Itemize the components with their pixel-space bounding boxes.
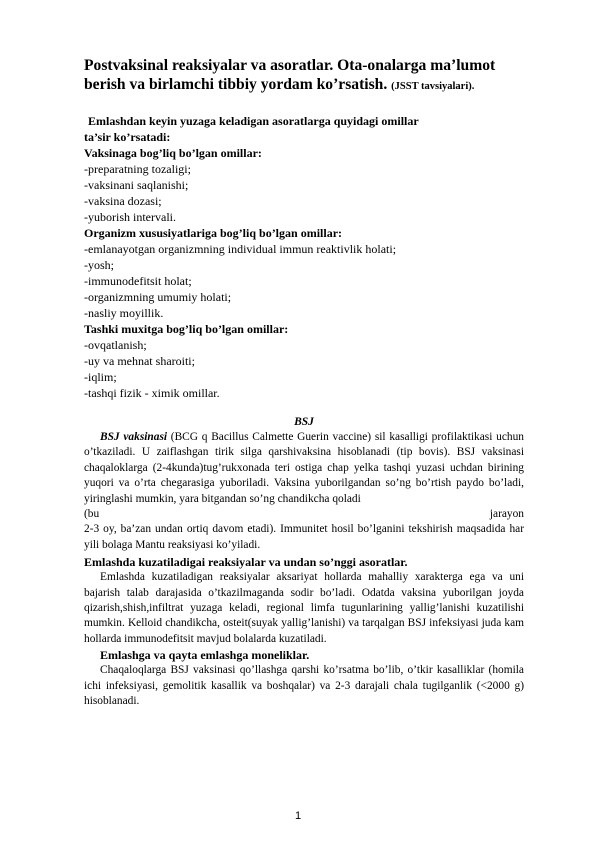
intro-line-2: ta’sir ko’rsatadi:: [84, 130, 171, 144]
intro-line-1: Emlashdan keyin yuzaga keladigan asoratlarga quyidagi omillar: [88, 114, 419, 128]
list-item: -preparatning tozaligi;: [84, 162, 191, 176]
list-item: -ovqatlanish;: [84, 338, 147, 352]
list-item: -organizmning umumiy holati;: [84, 290, 232, 304]
list-item: -uy va mehnat sharoiti;: [84, 354, 195, 368]
list-item: -vaksinani saqlanishi;: [84, 178, 189, 192]
title-suffix: (JSST tavsiyalari).: [391, 81, 475, 92]
bsj-paragraph-text: (BCG q Bacillus Calmette Guerin vaccine) sil kasalligi profilaktikasi uchun o’tkaziladi. U zaiflashgan tirik silga qarshivaksina hisoblanadi (tip bovis). BSJ vaksinasi chaqaloklarga (2-4kunda)tug’rukxonada teri ostiga chap yelka tashqi yuzasi uchdan birining yuqori va o’rta chegarasiga yuboriladi. Vaksina yuborilgandan so’ng bo’rtish paydo bo’ladi, yiringlashi mumkin, yara bitgandan so’ng chandikcha qoladi: [84, 431, 524, 505]
list-item: -iqlim;: [84, 370, 117, 384]
page-number: 1: [294, 810, 302, 822]
document-title: [84, 56, 524, 96]
list-item: -emlanayotgan organizmning individual immun reaktivlik holati;: [84, 242, 397, 256]
bsj-split-left: (bu: [84, 508, 100, 521]
organism-factors-heading: Organizm xususiyatlariga bog’liq bo’lgan omillar:: [84, 226, 343, 240]
document-page: [84, 56, 524, 710]
bsj-paragraph-tail: 2-3 oy, ba’zan undan ortiq davom etadi). Immunitet hosil bo’lganini tekshirish maqsadida har yili bolaga Mantu reaksiyasi ko’yiladi.: [84, 523, 524, 551]
vaccine-factors-heading: Vaksinaga bog’liq bo’lgan omillar:: [84, 146, 262, 160]
list-item: -immunodefitsit holat;: [84, 274, 192, 288]
reactions-heading: Emlashda kuzatiladigai reaksiyalar va undan so’nggi asoratlar.: [84, 555, 408, 570]
bsj-split-right: jarayon: [489, 508, 524, 521]
contraindications-paragraph: Chaqaloqlarga BSJ vaksinasi qo’llashga qarshi ko’rsatma bo’lib, o’tkir kasalliklar (homila ichi infeksiyasi, gemolitik kasallik va boshqalar) va 2-3 darajali chala tugilganlik (<2000 g) hisoblanadi.: [84, 664, 524, 708]
list-item: -yuborish intervali.: [84, 210, 176, 224]
list-item: -yosh;: [84, 258, 114, 272]
title-line-2-text: berish va birlamchi tibbiy yordam ko’rsatish.: [84, 76, 388, 93]
external-factors-heading: Tashki muxitga bog’liq bo’lgan omillar:: [84, 322, 289, 336]
bsj-split-line: [84, 507, 524, 522]
contraindications-heading: Emlashga va qayta emlashga moneliklar.: [100, 648, 310, 663]
reactions-paragraph: Emlashda kuzatiladigan reaksiyalar aksariyat hollarda mahalliy xarakterga ega va uni bajarish talab darajasida o’tkazilmaganda sodir bo’ladi. Odatda vaksina yuborilgan joyda qizarish,shish,infiltrat yuzaga keladi, regional limfa tugunlarining yallig’lanishi kuzatilishi mumkin. Kelloid chandikcha, osteit(suyak yallig’lanishi) va tarqalgan BSJ infeksiyasi juda kam hollarda immunodefitsit mavjud bolalarda kuzatiladi.: [84, 571, 524, 645]
bsj-lead: BSJ vaksinasi: [100, 431, 168, 443]
list-item: -vaksina dozasi;: [84, 194, 162, 208]
bsj-heading: BSJ: [294, 416, 314, 428]
list-item: -tashqi fizik - ximik omillar.: [84, 386, 220, 400]
title-line-2: [84, 75, 524, 96]
bsj-paragraph: [84, 430, 524, 507]
list-item: -nasliy moyillik.: [84, 306, 164, 320]
title-line-1: Postvaksinal reaksiyalar va asoratlar. Ota-onalarga ma’lumot: [84, 57, 496, 74]
